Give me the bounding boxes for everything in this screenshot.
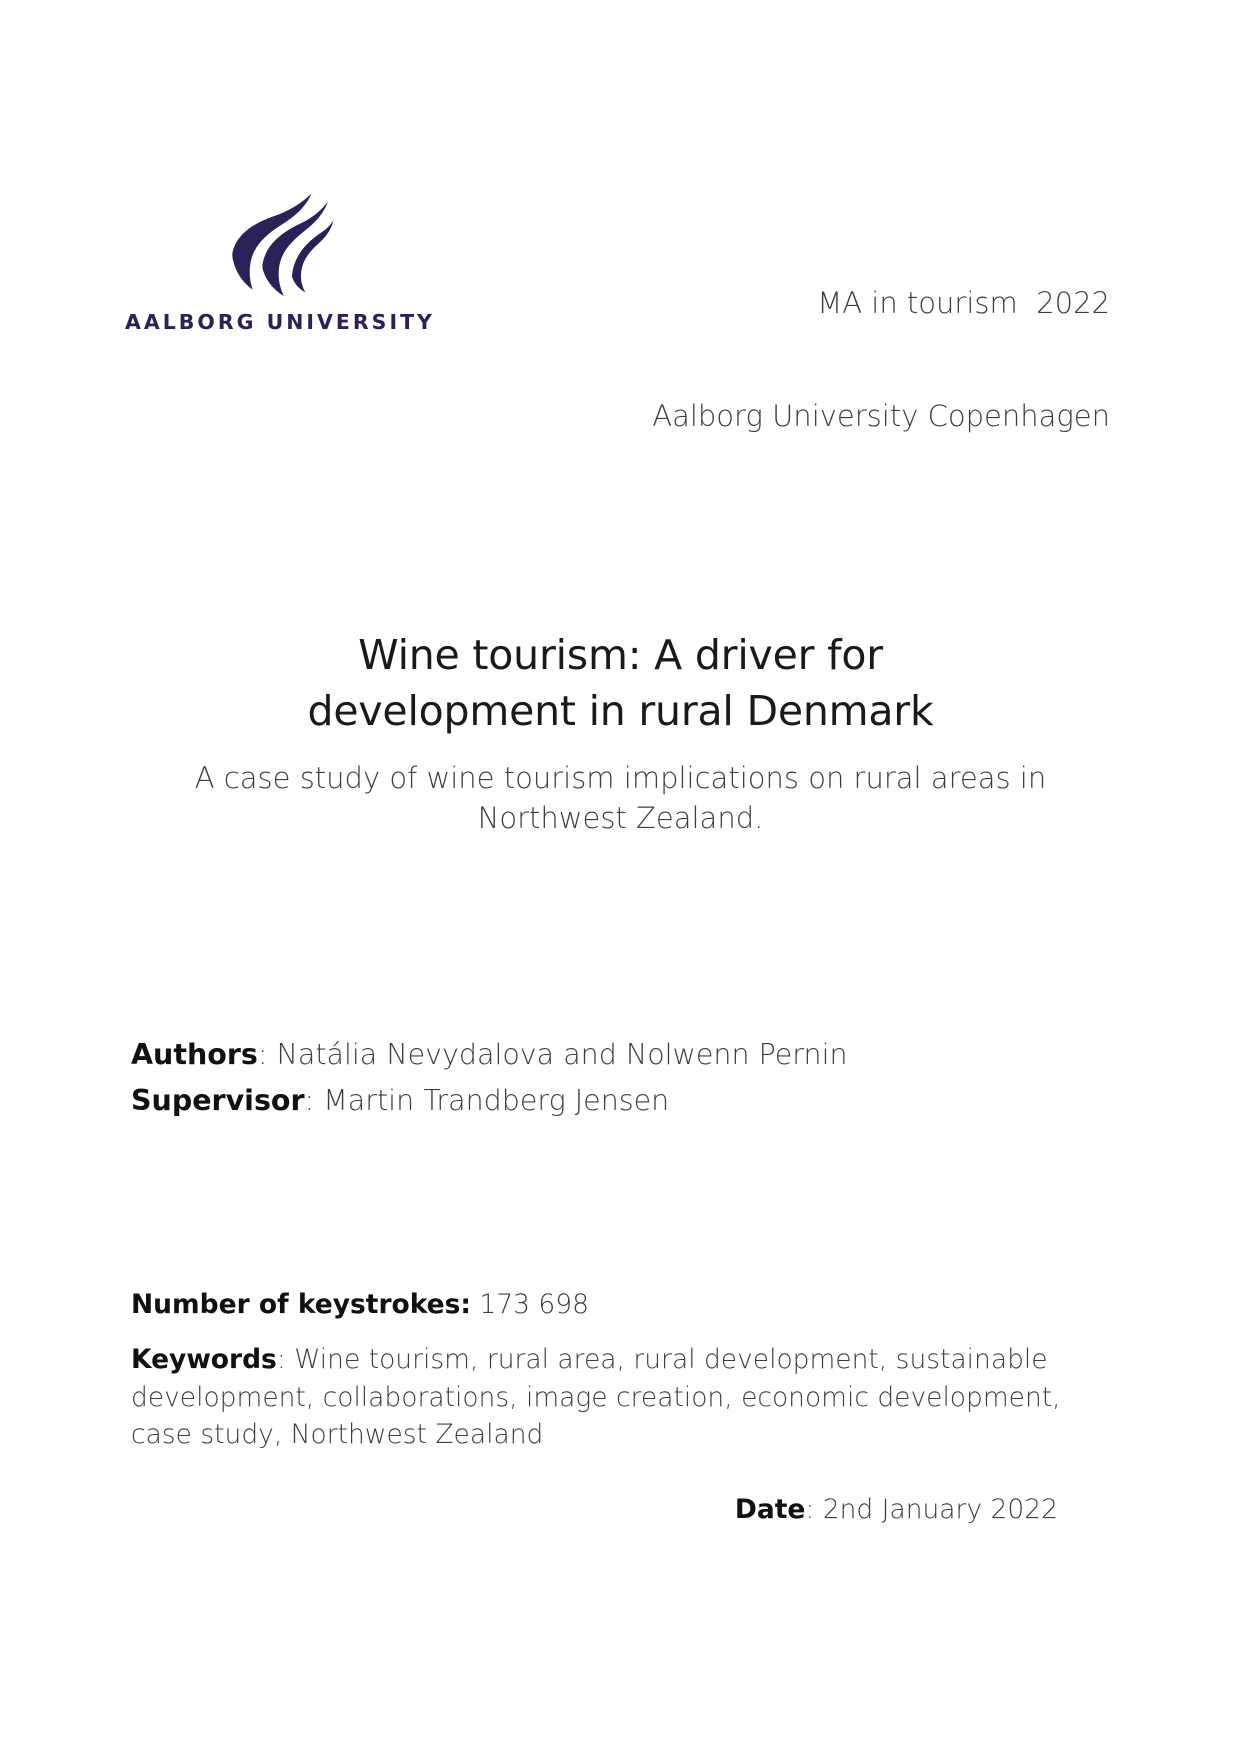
page-title-line-2: development in rural Denmark <box>307 686 934 735</box>
page-title-line-1: Wine tourism: A driver for <box>358 631 883 679</box>
authors-row <box>131 1032 1110 1078</box>
page-title <box>131 628 1110 740</box>
page-subtitle-line-2: Northwest Zealand. <box>477 800 764 835</box>
date-label: Date <box>734 1494 806 1525</box>
authors-label: Authors <box>131 1038 258 1071</box>
aalborg-university-logo-icon <box>216 190 334 298</box>
university-logo-block <box>125 190 435 334</box>
header-meta-line-institution: Aalborg University Copenhagen <box>652 399 1110 434</box>
keywords-separator: : <box>276 1344 295 1376</box>
authors-value: Natália Nevydalova and Nolwenn Pernin <box>276 1038 848 1071</box>
keywords-value: Wine tourism, rural area, rural development, sustainable development, collaborations, image creation, economic development, case study, Northwest Zealand <box>131 1344 1061 1451</box>
header-meta-text <box>652 210 1110 512</box>
supervisor-value: Martin Trandberg Jensen <box>323 1084 670 1118</box>
keywords-label: Keywords <box>131 1344 277 1376</box>
meta-block <box>131 1286 1110 1454</box>
header-meta-line-program: MA in tourism 2022 <box>817 286 1110 321</box>
supervisor-row <box>131 1078 1110 1124</box>
date-separator: : <box>805 1494 823 1525</box>
date-value: 2nd January 2022 <box>822 1494 1058 1525</box>
supervisor-label: Supervisor <box>131 1084 305 1118</box>
title-block <box>131 628 1110 838</box>
page-header <box>0 190 1241 434</box>
date-row <box>735 1494 1058 1525</box>
authors-separator: : <box>257 1038 277 1071</box>
keystrokes-row <box>131 1286 1110 1323</box>
keystrokes-value: 173 698 <box>470 1289 589 1320</box>
keywords-row <box>131 1341 1110 1454</box>
page-subtitle-line-1: A case study of wine tourism implications on rural areas in <box>194 760 1047 795</box>
credits-block <box>131 1032 1110 1124</box>
university-wordmark: AALBORG UNIVERSITY <box>125 310 435 334</box>
keystrokes-label: Number of keystrokes: <box>131 1289 471 1320</box>
supervisor-separator: : <box>304 1084 324 1118</box>
page-subtitle <box>131 758 1110 838</box>
